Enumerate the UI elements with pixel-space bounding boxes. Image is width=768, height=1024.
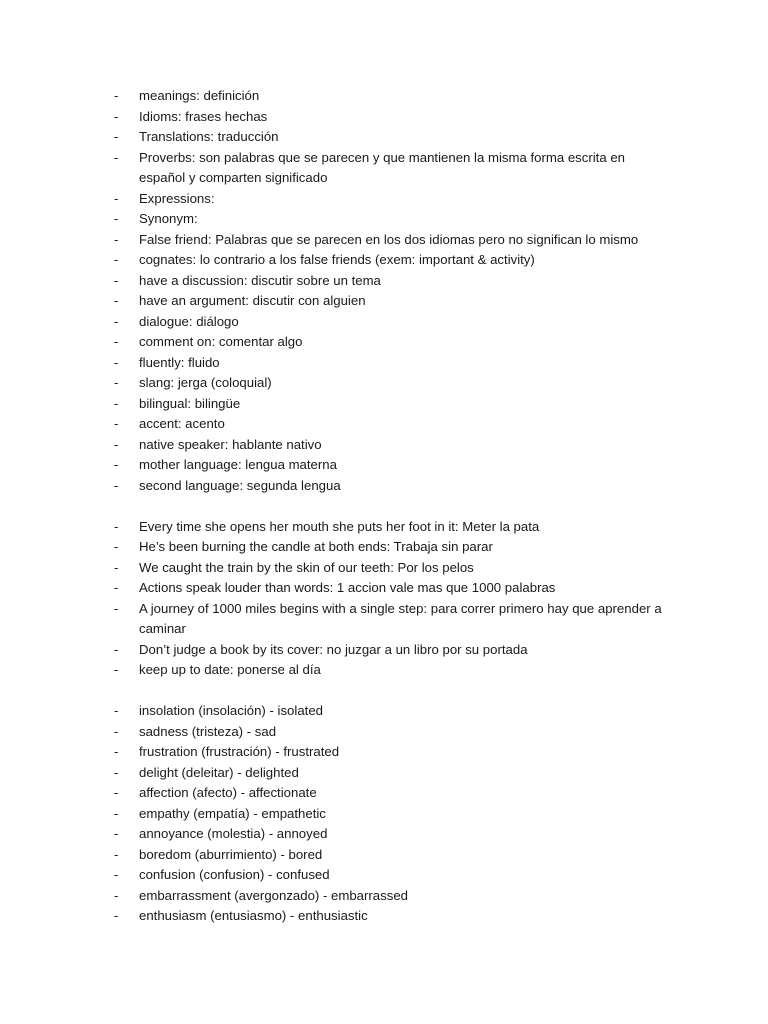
list-item-text: Every time she opens her mouth she puts her foot in it: Meter la pata [139, 518, 540, 534]
list-item-text: affection (afecto) - affectionate [139, 785, 317, 800]
bullet-dash: - [114, 149, 119, 165]
list-item-text: Synonym: [139, 211, 198, 226]
list-item [114, 701, 674, 722]
list-item [114, 394, 674, 415]
list-item-text: slang: jerga (coloquial) [139, 375, 272, 390]
list-item-text: We caught the train by the skin of our teeth: Por los pelos [139, 559, 474, 575]
list-item [114, 107, 674, 128]
bullet-dash: - [114, 231, 119, 247]
bullet-dash: - [114, 887, 119, 903]
list-item [114, 127, 674, 148]
list-item-text: He’s been burning the candle at both ends: Trabaja sin parar [139, 539, 493, 554]
list-item [114, 865, 674, 886]
vocabulary-group [114, 86, 674, 496]
bullet-dash: - [114, 334, 119, 349]
list-item [114, 783, 674, 804]
bullet-dash: - [114, 703, 119, 718]
list-item [114, 455, 674, 476]
list-item-text: comment on: comentar algo [139, 334, 303, 349]
list-item-text: empathy (empatía) - empathetic [139, 805, 326, 821]
bullet-dash: - [114, 375, 119, 390]
bullet-dash: - [114, 641, 119, 657]
bullet-dash: - [114, 313, 119, 329]
list-item [114, 291, 674, 312]
list-item-text: have an argument: discutir con alguien [139, 293, 366, 308]
list-item [114, 824, 674, 845]
vocabulary-list [114, 86, 674, 927]
bullet-dash: - [114, 457, 119, 472]
list-item-text: meanings: definición [139, 88, 260, 103]
list-item-text: dialogue: diálogo [139, 313, 239, 329]
bullet-dash: - [114, 354, 119, 370]
vocabulary-group [114, 517, 674, 681]
list-item-text: cognates: lo contrario a los false friends (exem: important & activity) [139, 252, 535, 267]
list-item [114, 86, 674, 107]
bullet-dash: - [114, 129, 119, 144]
bullet-dash: - [114, 826, 119, 841]
list-item [114, 435, 674, 456]
bullet-dash: - [114, 88, 119, 103]
list-item-text: enthusiasm (entusiasmo) - enthusiastic [139, 908, 368, 923]
bullet-dash: - [114, 805, 119, 821]
bullet-dash: - [114, 908, 119, 923]
list-item-text: boredom (aburrimiento) - bored [139, 846, 323, 862]
list-item [114, 250, 674, 271]
list-item [114, 640, 674, 661]
list-item-text: keep up to date: ponerse al día [139, 662, 321, 677]
list-item-text: A journey of 1000 miles begins with a single step: para correr primero hay que aprender a caminar [139, 600, 662, 636]
list-item [114, 804, 674, 825]
list-item [114, 414, 674, 435]
list-item [114, 271, 674, 292]
bullet-dash: - [114, 293, 119, 308]
bullet-dash: - [114, 846, 119, 862]
list-item [114, 578, 674, 599]
bullet-dash: - [114, 477, 119, 493]
bullet-dash: - [114, 416, 119, 431]
list-item-text: delight (deleitar) - delighted [139, 764, 299, 780]
bullet-dash: - [114, 559, 119, 575]
list-item [114, 886, 674, 907]
bullet-dash: - [114, 539, 119, 554]
list-item-text: False friend: Palabras que se parecen en los dos idiomas pero no significan lo mismo [139, 231, 639, 247]
list-item [114, 189, 674, 210]
bullet-dash: - [114, 744, 119, 759]
bullet-dash: - [114, 518, 119, 534]
list-item [114, 312, 674, 333]
bullet-dash: - [114, 190, 119, 206]
list-item [114, 558, 674, 579]
list-item [114, 353, 674, 374]
list-item [114, 722, 674, 743]
bullet-dash: - [114, 436, 119, 452]
list-item [114, 517, 674, 538]
bullet-dash: - [114, 600, 119, 616]
list-item-text: Proverbs: son palabras que se parecen y que mantienen la misma forma escrita en español y comparten significado [139, 149, 625, 185]
bullet-dash: - [114, 723, 119, 739]
list-item [114, 906, 674, 927]
list-item-text: confusion (confusion) - confused [139, 867, 330, 882]
bullet-dash: - [114, 395, 119, 411]
list-item [114, 537, 674, 558]
list-item [114, 230, 674, 251]
bullet-dash: - [114, 272, 119, 288]
list-item [114, 599, 674, 640]
bullet-dash: - [114, 211, 119, 226]
list-item-text: embarrassment (avergonzado) - embarrassed [139, 887, 408, 903]
bullet-dash: - [114, 867, 119, 882]
bullet-dash: - [114, 252, 119, 267]
bullet-dash: - [114, 108, 119, 124]
list-item [114, 373, 674, 394]
bullet-dash: - [114, 764, 119, 780]
bullet-dash: - [114, 662, 119, 677]
list-item-text: Expressions: [139, 190, 215, 206]
list-item [114, 148, 674, 189]
list-item [114, 660, 674, 681]
list-item [114, 332, 674, 353]
bullet-dash: - [114, 785, 119, 800]
list-item-text: second language: segunda lengua [139, 477, 341, 493]
list-item-text: mother language: lengua materna [139, 457, 337, 472]
list-item-text: annoyance (molestia) - annoyed [139, 826, 328, 841]
list-item-text: fluently: fluido [139, 354, 220, 370]
list-item-text: accent: acento [139, 416, 225, 431]
vocabulary-group [114, 701, 674, 927]
list-item-text: sadness (tristeza) - sad [139, 723, 277, 739]
list-item-text: insolation (insolación) - isolated [139, 703, 323, 718]
list-item-text: Actions speak louder than words: 1 accion vale mas que 1000 palabras [139, 580, 556, 595]
list-item-text: frustration (frustración) - frustrated [139, 744, 340, 759]
list-item-text: Don’t judge a book by its cover: no juzgar a un libro por su portada [139, 641, 528, 657]
list-item-text: have a discussion: discutir sobre un tema [139, 272, 381, 288]
list-item-text: Idioms: frases hechas [139, 108, 268, 124]
bullet-dash: - [114, 580, 119, 595]
list-item-text: Translations: traducción [139, 129, 279, 144]
list-item [114, 763, 674, 784]
list-item [114, 476, 674, 497]
list-item-text: bilingual: bilingüe [139, 395, 241, 411]
list-item [114, 742, 674, 763]
list-item [114, 845, 674, 866]
list-item [114, 209, 674, 230]
list-item-text: native speaker: hablante nativo [139, 436, 322, 452]
